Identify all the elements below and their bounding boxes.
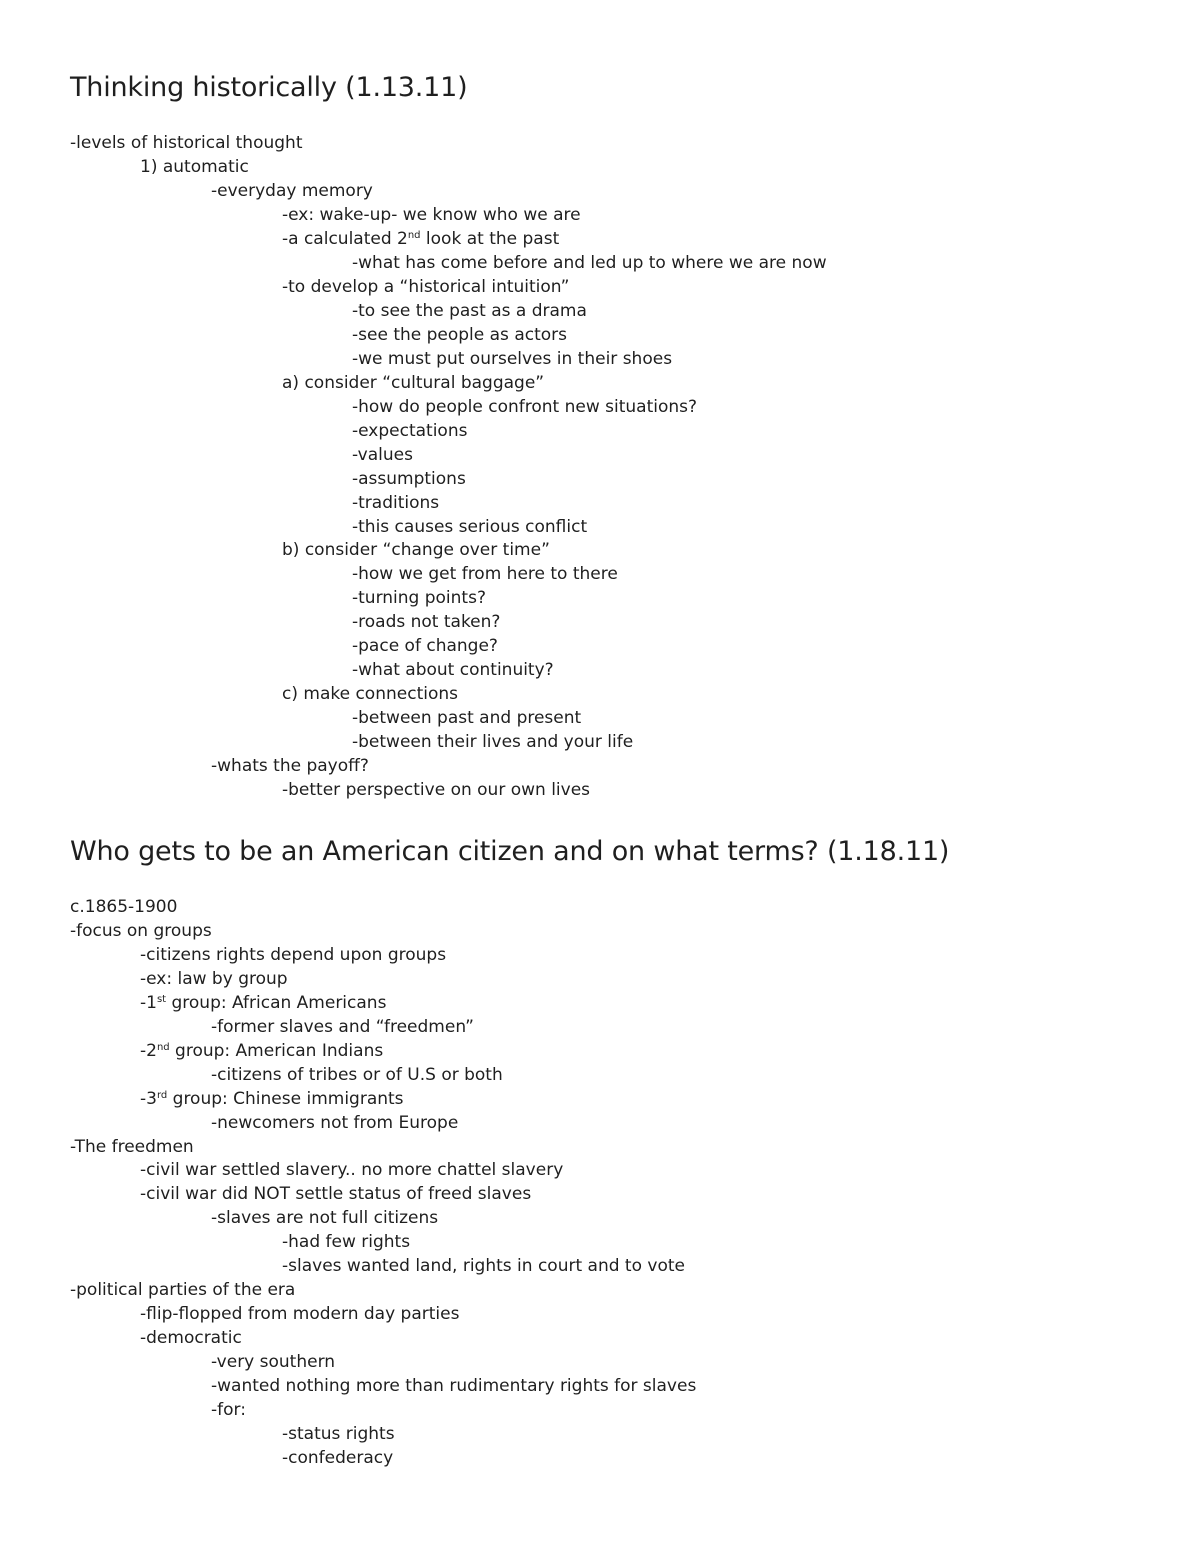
note-line: -expectations (352, 421, 468, 441)
note-line: -values (352, 445, 413, 465)
note-line: -how do people confront new situations? (352, 397, 698, 417)
note-line: -civil war settled slavery.. no more chattel slavery (140, 1160, 564, 1180)
note-line: -better perspective on our own lives (282, 780, 591, 800)
note-line: -pace of change? (352, 636, 498, 656)
note-line: -between past and present (352, 708, 582, 728)
note-line: -3rd group: Chinese immigrants (140, 1089, 404, 1109)
note-line: -citizens of tribes or of U.S or both (211, 1065, 503, 1085)
note-line: -how we get from here to there (352, 564, 618, 584)
note-line: 1) automatic (140, 157, 249, 177)
note-line: -newcomers not from Europe (211, 1113, 459, 1133)
note-line: -turning points? (352, 588, 486, 608)
note-line: -a calculated 2nd look at the past (282, 229, 560, 249)
note-line: -wanted nothing more than rudimentary rights for slaves (211, 1376, 697, 1396)
note-line: -traditions (352, 493, 440, 513)
section-title-thinking-historically: Thinking historically (1.13.11) (70, 72, 468, 103)
note-line: a) consider “cultural baggage” (282, 373, 545, 393)
note-line: -roads not taken? (352, 612, 501, 632)
note-line: -flip-flopped from modern day parties (140, 1304, 460, 1324)
note-line: -what about continuity? (352, 660, 554, 680)
note-line: -had few rights (282, 1232, 411, 1252)
note-line: -2nd group: American Indians (140, 1041, 384, 1061)
note-line: c) make connections (282, 684, 458, 704)
note-line: -see the people as actors (352, 325, 567, 345)
note-line: -slaves are not full citizens (211, 1208, 439, 1228)
note-line: -to see the past as a drama (352, 301, 587, 321)
note-line: b) consider “change over time” (282, 540, 550, 560)
note-line: -focus on groups (70, 921, 212, 941)
note-line: -levels of historical thought (70, 133, 303, 153)
note-line: -former slaves and “freedmen” (211, 1017, 474, 1037)
note-line: -civil war did NOT settle status of freed slaves (140, 1184, 532, 1204)
section-title-american-citizen: Who gets to be an American citizen and on what terms? (1.18.11) (70, 836, 950, 867)
note-line: -ex: law by group (140, 969, 288, 989)
note-line: -citizens rights depend upon groups (140, 945, 447, 965)
note-line: -very southern (211, 1352, 336, 1372)
note-line: c.1865-1900 (70, 897, 178, 917)
note-line: -we must put ourselves in their shoes (352, 349, 673, 369)
note-line: -confederacy (282, 1448, 394, 1468)
note-line: -assumptions (352, 469, 466, 489)
note-line: -status rights (282, 1424, 395, 1444)
note-line: -everyday memory (211, 181, 373, 201)
note-line: -The freedmen (70, 1137, 194, 1157)
note-line: -this causes serious conflict (352, 517, 588, 537)
note-line: -political parties of the era (70, 1280, 296, 1300)
note-line: -what has come before and led up to where we are now (352, 253, 827, 273)
note-line: -for: (211, 1400, 246, 1420)
note-line: -1st group: African Americans (140, 993, 387, 1013)
note-line: -ex: wake-up- we know who we are (282, 205, 581, 225)
note-line: -slaves wanted land, rights in court and to vote (282, 1256, 685, 1276)
note-line: -to develop a “historical intuition” (282, 277, 570, 297)
note-line: -whats the payoff? (211, 756, 369, 776)
note-line: -democratic (140, 1328, 242, 1348)
note-line: -between their lives and your life (352, 732, 634, 752)
